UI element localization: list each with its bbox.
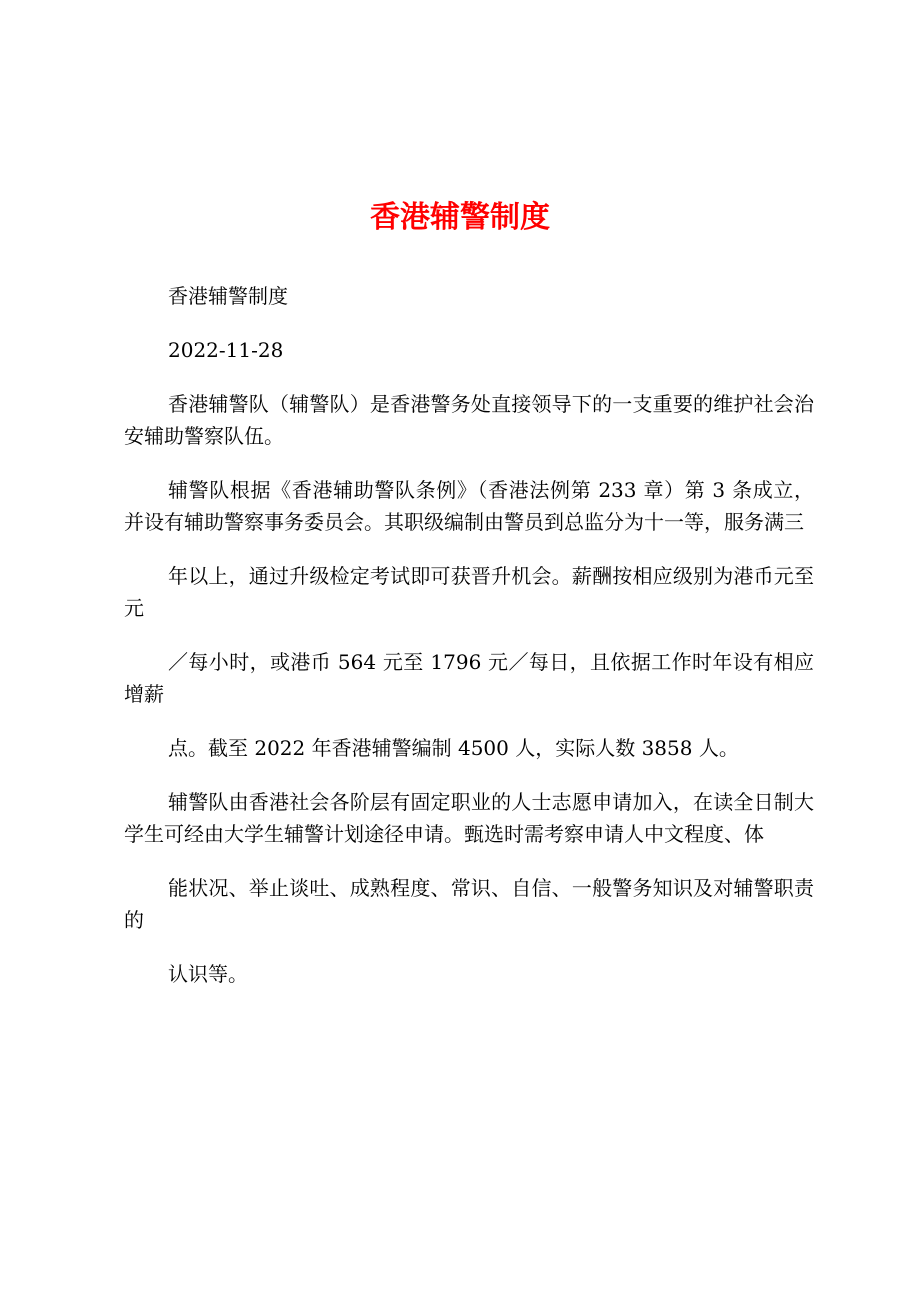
paragraph: 年以上，通过升级检定考试即可获晋升机会。薪酬按相应级别为港币元至元 xyxy=(124,564,814,620)
paragraph: 认识等。 xyxy=(168,962,248,986)
paragraph: ／每小时，或港币 564 元至 1796 元／每日，且依据工作时年设有相应增薪 xyxy=(124,650,814,706)
paragraph: 能状况、举止谈吐、成熟程度、常识、自信、一般警务知识及对辅警职责的 xyxy=(124,876,814,932)
document-title: 香港辅警制度 xyxy=(370,200,550,235)
paragraph: 点。截至 2022 年香港辅警编制 4500 人，实际人数 3858 人。 xyxy=(168,736,739,760)
document-body xyxy=(124,280,814,1012)
paragraph-date: 2022-11-28 xyxy=(168,338,284,362)
paragraph: 香港辅警队（辅警队）是香港警务处直接领导下的一支重要的维护社会治安辅助警察队伍。 xyxy=(124,392,814,448)
paragraph-heading: 香港辅警制度 xyxy=(168,284,288,308)
paragraph: 辅警队由香港社会各阶层有固定职业的人士志愿申请加入，在读全日制大学生可经由大学生辅警计划途径申请。甄选时需考察申请人中文程度、体 xyxy=(124,790,814,846)
paragraph: 辅警队根据《香港辅助警队条例》（香港法例第 233 章）第 3 条成立，并设有辅助警察事务委员会。其职级编制由警员到总监分为十一等，服务满三 xyxy=(124,478,814,534)
